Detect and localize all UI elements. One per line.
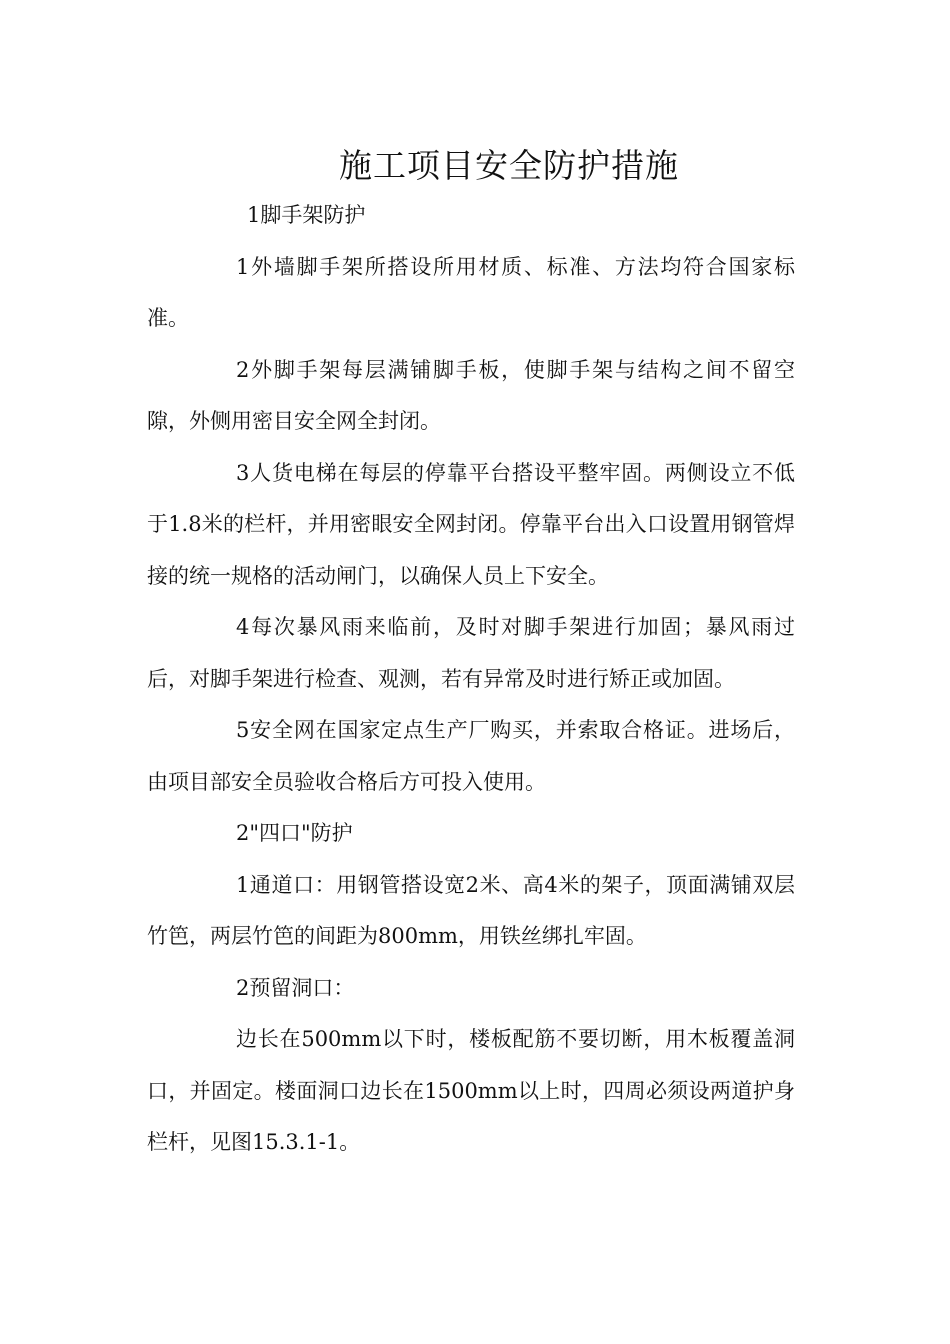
section-heading-scaffold: 1脚手架防护 [247, 203, 366, 227]
document-body [147, 190, 795, 1169]
paragraph-scaffold-3: 3人货电梯在每层的停靠平台搭设平整牢固。两侧设立不低于1.8米的栏杆，并用密眼安全网封闭。停靠平台出入口设置用钢管焊接的统一规格的活动闸门，以确保人员上下安全。 [147, 460, 795, 588]
paragraph-scaffold-5: 5安全网在国家定点生产厂购买，并索取合格证。进场后，由项目部安全员验收合格后方可投入使用。 [147, 718, 795, 794]
paragraph-passage-opening: 1通道口：用钢管搭设宽2米、高4米的架子，顶面满铺双层竹笆，两层竹笆的间距为800mm，用铁丝绑扎牢固。 [147, 872, 795, 948]
document-title: 施工项目安全防护措施 [339, 146, 679, 186]
paragraph-scaffold-2: 2外脚手架每层满铺脚手板，使脚手架与结构之间不留空隙，外侧用密目安全网全封闭。 [147, 357, 795, 433]
paragraph-reserved-opening-detail: 边长在500mm以下时，楼板配筋不要切断，用木板覆盖洞口，并固定。楼面洞口边长在1500mm以上时，四周必须设两道护身栏杆，见图15.3.1-1。 [147, 1027, 795, 1154]
paragraph-reserved-opening-heading: 2预留洞口： [236, 975, 355, 1000]
paragraph-scaffold-1: 1外墙脚手架所搭设所用材质、标准、方法均符合国家标准。 [147, 254, 795, 330]
section-heading-four-openings: 2"四口"防护 [236, 821, 353, 845]
paragraph-scaffold-4: 4每次暴风雨来临前，及时对脚手架进行加固；暴风雨过后，对脚手架进行检查、观测，若有异常及时进行矫正或加固。 [147, 615, 795, 691]
